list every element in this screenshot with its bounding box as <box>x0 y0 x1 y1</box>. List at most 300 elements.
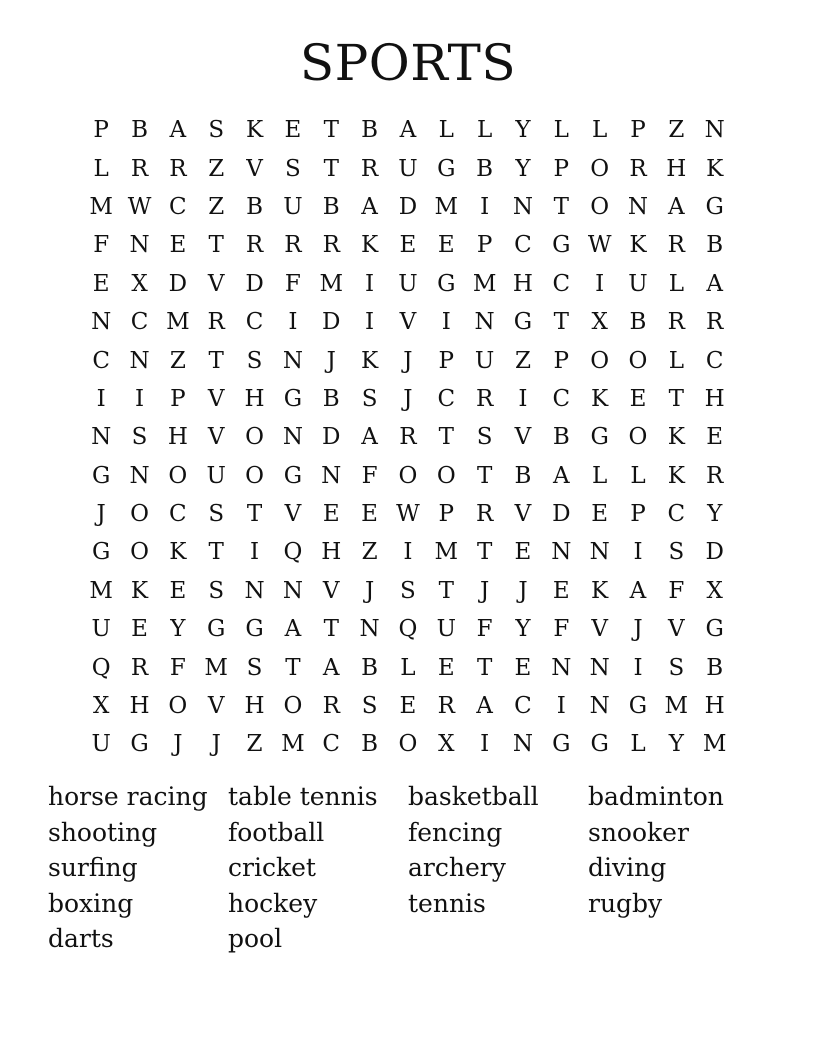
grid-cell[interactable]: T <box>476 462 493 489</box>
grid-cell[interactable]: H <box>244 693 265 720</box>
grid-cell[interactable]: B <box>361 117 379 144</box>
grid-cell[interactable]: Z <box>361 539 378 566</box>
grid-cell[interactable]: C <box>667 501 686 528</box>
grid-cell[interactable]: G <box>91 539 111 566</box>
grid-cell[interactable]: T <box>438 577 454 604</box>
grid-cell[interactable]: I <box>365 309 375 336</box>
grid-cell[interactable]: M <box>702 731 727 758</box>
grid-cell[interactable]: E <box>399 693 417 720</box>
grid-cell[interactable]: B <box>552 424 570 451</box>
grid-cell[interactable]: K <box>360 347 379 374</box>
grid-cell[interactable]: M <box>166 309 190 336</box>
grid-cell[interactable]: G <box>130 731 149 758</box>
grid-cell[interactable]: U <box>283 193 303 220</box>
grid-cell[interactable]: S <box>246 347 263 374</box>
grid-cell[interactable]: K <box>245 117 264 144</box>
grid-cell[interactable]: R <box>629 155 647 182</box>
grid-cell[interactable]: P <box>170 385 186 412</box>
grid-cell[interactable]: Y <box>170 616 186 643</box>
grid-cell[interactable]: L <box>438 117 454 144</box>
grid-cell[interactable]: C <box>552 270 571 297</box>
grid-cell[interactable]: B <box>514 462 532 489</box>
grid-cell[interactable]: N <box>244 577 265 604</box>
grid-cell[interactable]: M <box>89 577 113 604</box>
grid-cell[interactable]: R <box>706 462 724 489</box>
grid-cell[interactable]: F <box>668 577 685 604</box>
grid-cell[interactable]: S <box>400 577 416 604</box>
grid-cell[interactable]: H <box>244 385 265 412</box>
grid-cell[interactable]: R <box>667 232 685 259</box>
grid-cell[interactable]: S <box>208 577 225 604</box>
grid-cell[interactable]: E <box>437 654 455 681</box>
grid-cell[interactable]: E <box>399 232 417 259</box>
grid-cell[interactable]: A <box>668 193 685 220</box>
grid-cell[interactable]: Y <box>515 117 531 144</box>
grid-cell[interactable]: D <box>245 270 264 297</box>
grid-cell[interactable]: S <box>208 117 225 144</box>
grid-cell[interactable]: Q <box>283 539 303 566</box>
grid-cell[interactable]: B <box>131 117 148 144</box>
grid-cell[interactable]: N <box>589 539 610 566</box>
grid-cell[interactable]: G <box>705 616 724 643</box>
grid-cell[interactable]: F <box>169 654 186 681</box>
grid-cell[interactable]: Z <box>169 347 186 374</box>
grid-cell[interactable]: D <box>322 424 341 451</box>
grid-cell[interactable]: H <box>704 385 725 412</box>
grid-cell[interactable]: P <box>476 232 493 259</box>
grid-cell[interactable]: Z <box>208 193 225 220</box>
grid-cell[interactable]: K <box>591 385 609 412</box>
grid-cell[interactable]: I <box>633 654 643 681</box>
grid-cell[interactable]: N <box>321 462 342 489</box>
grid-cell[interactable]: K <box>706 155 724 182</box>
grid-cell[interactable]: U <box>436 616 456 643</box>
grid-cell[interactable]: O <box>168 693 188 720</box>
word-list-item: fencing <box>408 817 503 847</box>
grid-cell[interactable]: A <box>284 616 302 643</box>
grid-cell[interactable]: M <box>664 693 689 720</box>
grid-cell[interactable]: J <box>633 616 643 643</box>
grid-cell[interactable]: L <box>668 270 684 297</box>
grid-cell[interactable]: A <box>361 424 378 451</box>
grid-cell[interactable]: D <box>322 309 341 336</box>
grid-cell[interactable]: J <box>403 385 413 412</box>
grid-cell[interactable]: B <box>706 232 724 259</box>
grid-cell[interactable]: J <box>96 501 106 528</box>
grid-cell[interactable]: N <box>282 577 303 604</box>
grid-row <box>82 533 734 571</box>
grid-cell[interactable]: S <box>361 385 378 412</box>
grid-cell[interactable]: A <box>552 462 570 489</box>
grid-cell[interactable]: T <box>208 347 224 374</box>
grid-cell[interactable]: N <box>129 462 150 489</box>
grid-cell[interactable]: M <box>319 270 344 297</box>
grid-cell[interactable]: E <box>284 117 302 144</box>
grid-cell[interactable]: B <box>706 654 724 681</box>
grid-cell[interactable]: J <box>518 577 528 604</box>
grid-cell[interactable]: N <box>551 654 572 681</box>
grid-cell[interactable]: D <box>398 193 418 220</box>
grid-cell[interactable]: R <box>322 693 340 720</box>
grid-cell[interactable]: V <box>322 577 340 604</box>
grid-cell[interactable]: X <box>131 270 148 297</box>
grid-cell[interactable]: H <box>704 693 725 720</box>
grid-cell[interactable]: V <box>591 616 608 643</box>
grid-cell[interactable]: R <box>169 155 187 182</box>
grid-cell[interactable]: V <box>207 270 225 297</box>
grid-cell[interactable]: I <box>480 731 490 758</box>
grid-cell[interactable]: T <box>553 193 569 220</box>
grid-cell[interactable]: I <box>288 309 298 336</box>
grid-cell[interactable]: E <box>169 232 187 259</box>
grid-cell[interactable]: V <box>284 501 302 528</box>
grid-cell[interactable]: O <box>398 462 418 489</box>
grid-cell[interactable]: N <box>91 309 112 336</box>
grid-cell[interactable]: S <box>131 424 148 451</box>
grid-cell[interactable]: G <box>552 232 571 259</box>
grid-cell[interactable]: C <box>514 693 532 720</box>
grid-cell[interactable]: G <box>628 693 648 720</box>
grid-cell[interactable]: N <box>91 424 112 451</box>
grid-cell[interactable]: Y <box>515 155 531 182</box>
grid-cell[interactable]: B <box>322 385 340 412</box>
grid-row <box>82 725 734 763</box>
grid-cell[interactable]: R <box>207 309 225 336</box>
grid-cell[interactable]: K <box>591 577 609 604</box>
grid-cell[interactable]: O <box>590 155 610 182</box>
grid-cell[interactable]: P <box>553 155 570 182</box>
grid-cell[interactable]: M <box>434 193 459 220</box>
grid-cell[interactable]: C <box>130 309 149 336</box>
grid-cell[interactable]: O <box>168 462 188 489</box>
grid-cell[interactable]: M <box>204 654 228 681</box>
grid-cell[interactable]: L <box>400 654 416 681</box>
grid-cell[interactable]: U <box>398 270 418 297</box>
grid-cell[interactable]: C <box>514 232 532 259</box>
grid-cell[interactable]: V <box>514 424 532 451</box>
grid-cell[interactable]: G <box>705 193 724 220</box>
grid-cell[interactable]: I <box>96 385 106 412</box>
grid-cell[interactable]: A <box>706 270 723 297</box>
grid-cell[interactable]: T <box>323 616 339 643</box>
grid-cell[interactable]: T <box>553 309 569 336</box>
grid-cell[interactable]: R <box>322 232 340 259</box>
grid-cell[interactable]: Z <box>208 155 225 182</box>
grid-cell[interactable]: A <box>169 117 187 144</box>
grid-cell[interactable]: S <box>361 693 378 720</box>
grid-cell[interactable]: R <box>130 654 149 681</box>
grid-cell[interactable]: R <box>706 309 724 336</box>
grid-cell[interactable]: L <box>592 117 608 144</box>
grid-cell[interactable]: H <box>666 155 687 182</box>
word-list-item: pool <box>228 924 283 954</box>
grid-cell[interactable]: I <box>403 539 413 566</box>
grid-cell[interactable]: S <box>668 539 685 566</box>
grid-cell[interactable]: E <box>361 501 378 528</box>
grid-cell[interactable]: X <box>591 309 608 336</box>
grid-cell[interactable]: H <box>321 539 342 566</box>
grid-cell[interactable]: P <box>553 347 570 374</box>
grid-cell[interactable]: E <box>169 577 187 604</box>
grid-cell[interactable]: S <box>476 424 493 451</box>
grid-cell[interactable]: O <box>590 347 610 374</box>
grid-cell[interactable]: Y <box>707 501 723 528</box>
grid-cell[interactable]: S <box>246 654 263 681</box>
grid-cell[interactable]: U <box>91 731 111 758</box>
grid-cell[interactable]: O <box>628 347 648 374</box>
grid-cell[interactable]: I <box>365 270 375 297</box>
grid-cell[interactable]: W <box>127 193 152 220</box>
grid-cell[interactable]: G <box>590 731 609 758</box>
word-list-item: diving <box>588 853 667 883</box>
grid-cell[interactable]: J <box>211 731 221 758</box>
grid-row <box>82 418 734 456</box>
grid-cell[interactable]: L <box>93 155 109 182</box>
grid-cell[interactable]: T <box>476 654 493 681</box>
grid-cell[interactable]: Q <box>91 654 111 681</box>
grid-cell[interactable]: H <box>129 693 150 720</box>
grid-cell[interactable]: X <box>92 693 110 720</box>
grid-cell[interactable]: M <box>89 193 113 220</box>
grid-cell[interactable]: V <box>207 693 225 720</box>
grid-cell[interactable]: T <box>438 424 454 451</box>
grid-cell[interactable]: O <box>398 731 418 758</box>
grid-cell[interactable]: D <box>168 270 188 297</box>
grid-cell[interactable]: K <box>169 539 187 566</box>
grid-cell[interactable]: T <box>323 117 339 144</box>
grid-cell[interactable]: X <box>706 577 723 604</box>
grid-cell[interactable]: O <box>130 501 149 528</box>
grid-cell[interactable]: R <box>130 155 149 182</box>
grid-cell[interactable]: S <box>208 501 225 528</box>
grid-cell[interactable]: R <box>667 309 685 336</box>
grid-cell[interactable]: P <box>630 117 646 144</box>
grid-cell[interactable]: L <box>476 117 493 144</box>
grid-cell[interactable]: F <box>476 616 493 643</box>
grid-cell[interactable]: M <box>472 270 497 297</box>
grid-row <box>82 341 734 379</box>
grid-cell[interactable]: E <box>629 385 647 412</box>
grid-cell[interactable]: G <box>552 731 571 758</box>
grid-cell[interactable]: C <box>437 385 456 412</box>
word-list-item: badminton <box>588 782 724 811</box>
grid-cell[interactable]: B <box>476 155 494 182</box>
grid-cell[interactable]: D <box>705 539 724 566</box>
grid-cell[interactable]: R <box>245 232 264 259</box>
grid-cell[interactable]: M <box>434 539 459 566</box>
grid-cell[interactable]: G <box>207 616 226 643</box>
grid-cell[interactable]: O <box>245 424 264 451</box>
grid-cell[interactable]: T <box>668 385 684 412</box>
grid-cell[interactable]: I <box>595 270 605 297</box>
grid-cell[interactable]: C <box>322 731 341 758</box>
grid-cell[interactable]: H <box>512 270 533 297</box>
grid-cell[interactable]: N <box>282 424 303 451</box>
grid-cell[interactable]: A <box>361 193 378 220</box>
grid-cell[interactable]: M <box>281 731 305 758</box>
grid-cell[interactable]: U <box>91 616 111 643</box>
grid-cell[interactable]: J <box>173 731 183 758</box>
grid-cell[interactable]: W <box>396 501 420 528</box>
grid-cell[interactable]: E <box>131 616 148 643</box>
grid-cell[interactable]: P <box>630 501 646 528</box>
grid-cell[interactable]: B <box>246 193 263 220</box>
grid-cell[interactable]: J <box>479 577 490 604</box>
grid-cell[interactable]: E <box>591 501 609 528</box>
grid-cell[interactable]: U <box>206 462 226 489</box>
grid-cell[interactable]: G <box>437 155 456 182</box>
grid-cell[interactable]: F <box>284 270 301 297</box>
grid-cell[interactable]: G <box>91 462 111 489</box>
grid-cell[interactable]: K <box>629 232 647 259</box>
grid-cell[interactable]: E <box>92 270 110 297</box>
grid-cell[interactable]: V <box>668 616 685 643</box>
grid-cell[interactable]: N <box>282 347 303 374</box>
grid-cell[interactable]: A <box>476 693 493 720</box>
grid-cell[interactable]: T <box>323 155 339 182</box>
grid-cell[interactable]: B <box>629 309 647 336</box>
word-list-item: hockey <box>228 888 318 918</box>
grid-cell[interactable]: C <box>92 347 110 374</box>
grid-cell[interactable]: N <box>129 232 150 259</box>
grid-cell[interactable]: A <box>629 577 647 604</box>
grid-cell[interactable]: I <box>633 539 643 566</box>
grid-cell[interactable]: E <box>552 577 570 604</box>
grid-cell[interactable]: R <box>437 693 455 720</box>
grid-cell[interactable]: D <box>552 501 571 528</box>
grid-cell[interactable]: C <box>169 501 187 528</box>
grid-cell[interactable]: G <box>513 309 533 336</box>
grid-cell[interactable]: T <box>208 232 224 259</box>
grid-cell[interactable]: O <box>130 539 149 566</box>
grid-row <box>82 149 734 187</box>
grid-cell[interactable]: I <box>250 539 260 566</box>
grid-cell[interactable]: H <box>167 424 188 451</box>
grid-cell[interactable]: L <box>668 347 684 374</box>
grid-cell[interactable]: L <box>553 117 569 144</box>
grid-cell[interactable]: U <box>628 270 648 297</box>
grid-cell[interactable]: I <box>518 385 528 412</box>
grid-cell[interactable]: K <box>667 462 685 489</box>
grid-cell[interactable]: Z <box>514 347 531 374</box>
grid-cell[interactable]: E <box>437 232 455 259</box>
grid-cell[interactable]: N <box>359 616 380 643</box>
grid-cell[interactable]: Z <box>668 117 685 144</box>
grid-cell[interactable]: X <box>438 731 455 758</box>
grid-cell[interactable]: T <box>285 654 301 681</box>
grid-cell[interactable]: U <box>398 155 418 182</box>
grid-cell[interactable]: Y <box>515 616 531 643</box>
grid-cell[interactable]: V <box>246 155 263 182</box>
grid-cell[interactable]: V <box>207 424 225 451</box>
grid-cell[interactable]: W <box>587 232 612 259</box>
grid-cell[interactable]: O <box>245 462 264 489</box>
grid-cell[interactable]: O <box>590 193 610 220</box>
grid-cell[interactable]: N <box>589 654 610 681</box>
grid-cell[interactable]: V <box>514 501 532 528</box>
grid-cell[interactable]: C <box>245 309 264 336</box>
grid-cell[interactable]: C <box>169 193 187 220</box>
grid-cell[interactable]: V <box>399 309 417 336</box>
grid-cell[interactable]: B <box>322 193 340 220</box>
grid-cell[interactable]: C <box>552 385 571 412</box>
grid-cell[interactable]: R <box>475 385 494 412</box>
grid-cell[interactable]: G <box>245 616 264 643</box>
grid-cell[interactable]: N <box>551 539 572 566</box>
grid-cell[interactable]: G <box>283 462 303 489</box>
grid-cell[interactable]: T <box>476 539 493 566</box>
word-list-item: boxing <box>48 888 134 918</box>
grid-cell[interactable]: G <box>590 424 609 451</box>
grid-cell[interactable]: B <box>361 654 379 681</box>
grid-cell[interactable]: I <box>556 693 566 720</box>
grid-cell[interactable]: P <box>438 501 454 528</box>
grid-cell[interactable]: L <box>630 462 646 489</box>
grid-cell[interactable]: J <box>326 347 336 374</box>
grid-cell[interactable]: K <box>667 424 685 451</box>
grid-cell[interactable]: Y <box>668 731 684 758</box>
grid-cell[interactable]: N <box>129 347 150 374</box>
grid-cell[interactable]: E <box>514 539 532 566</box>
grid-cell[interactable]: R <box>284 232 302 259</box>
grid-cell[interactable]: F <box>553 616 570 643</box>
grid-cell[interactable]: N <box>512 193 534 220</box>
grid-cell[interactable]: I <box>480 193 490 220</box>
grid-cell[interactable]: Z <box>246 731 263 758</box>
grid-cell[interactable]: G <box>437 270 456 297</box>
grid-cell[interactable]: P <box>438 347 454 374</box>
grid-cell[interactable]: E <box>514 654 532 681</box>
grid-cell[interactable]: A <box>399 117 417 144</box>
grid-cell[interactable]: N <box>512 731 534 758</box>
grid-cell[interactable]: F <box>361 462 378 489</box>
grid-cell[interactable]: O <box>283 693 303 720</box>
grid-cell[interactable]: A <box>322 654 340 681</box>
grid-cell[interactable]: J <box>364 577 375 604</box>
grid-cell[interactable]: V <box>207 385 225 412</box>
grid-cell[interactable]: R <box>399 424 417 451</box>
grid-cell[interactable]: B <box>361 731 379 758</box>
grid-cell[interactable]: O <box>436 462 456 489</box>
grid-cell[interactable]: I <box>441 309 451 336</box>
grid-cell[interactable]: G <box>283 385 303 412</box>
grid-cell[interactable]: Q <box>398 616 418 643</box>
grid-cell[interactable]: E <box>322 501 340 528</box>
grid-cell[interactable]: U <box>474 347 495 374</box>
grid-cell[interactable]: K <box>130 577 149 604</box>
grid-cell[interactable]: E <box>706 424 724 451</box>
grid-cell[interactable]: O <box>628 424 648 451</box>
grid-cell[interactable]: R <box>360 155 379 182</box>
grid-cell[interactable]: N <box>589 693 610 720</box>
grid-cell[interactable]: I <box>134 385 145 412</box>
grid-cell[interactable]: P <box>93 117 109 144</box>
grid-cell[interactable]: C <box>705 347 724 374</box>
grid-cell[interactable]: F <box>93 232 110 259</box>
grid-cell[interactable]: N <box>474 309 495 336</box>
grid-cell[interactable]: K <box>360 232 379 259</box>
grid-cell[interactable]: L <box>630 731 646 758</box>
grid-cell[interactable]: S <box>668 654 685 681</box>
grid-cell[interactable]: L <box>592 462 608 489</box>
grid-cell[interactable]: R <box>475 501 494 528</box>
grid-cell[interactable]: T <box>246 501 263 528</box>
grid-cell[interactable]: J <box>403 347 413 374</box>
grid-cell[interactable]: S <box>285 155 301 182</box>
grid-cell[interactable]: N <box>704 117 725 144</box>
grid-cell[interactable]: T <box>208 539 224 566</box>
grid-cell[interactable]: N <box>627 193 649 220</box>
